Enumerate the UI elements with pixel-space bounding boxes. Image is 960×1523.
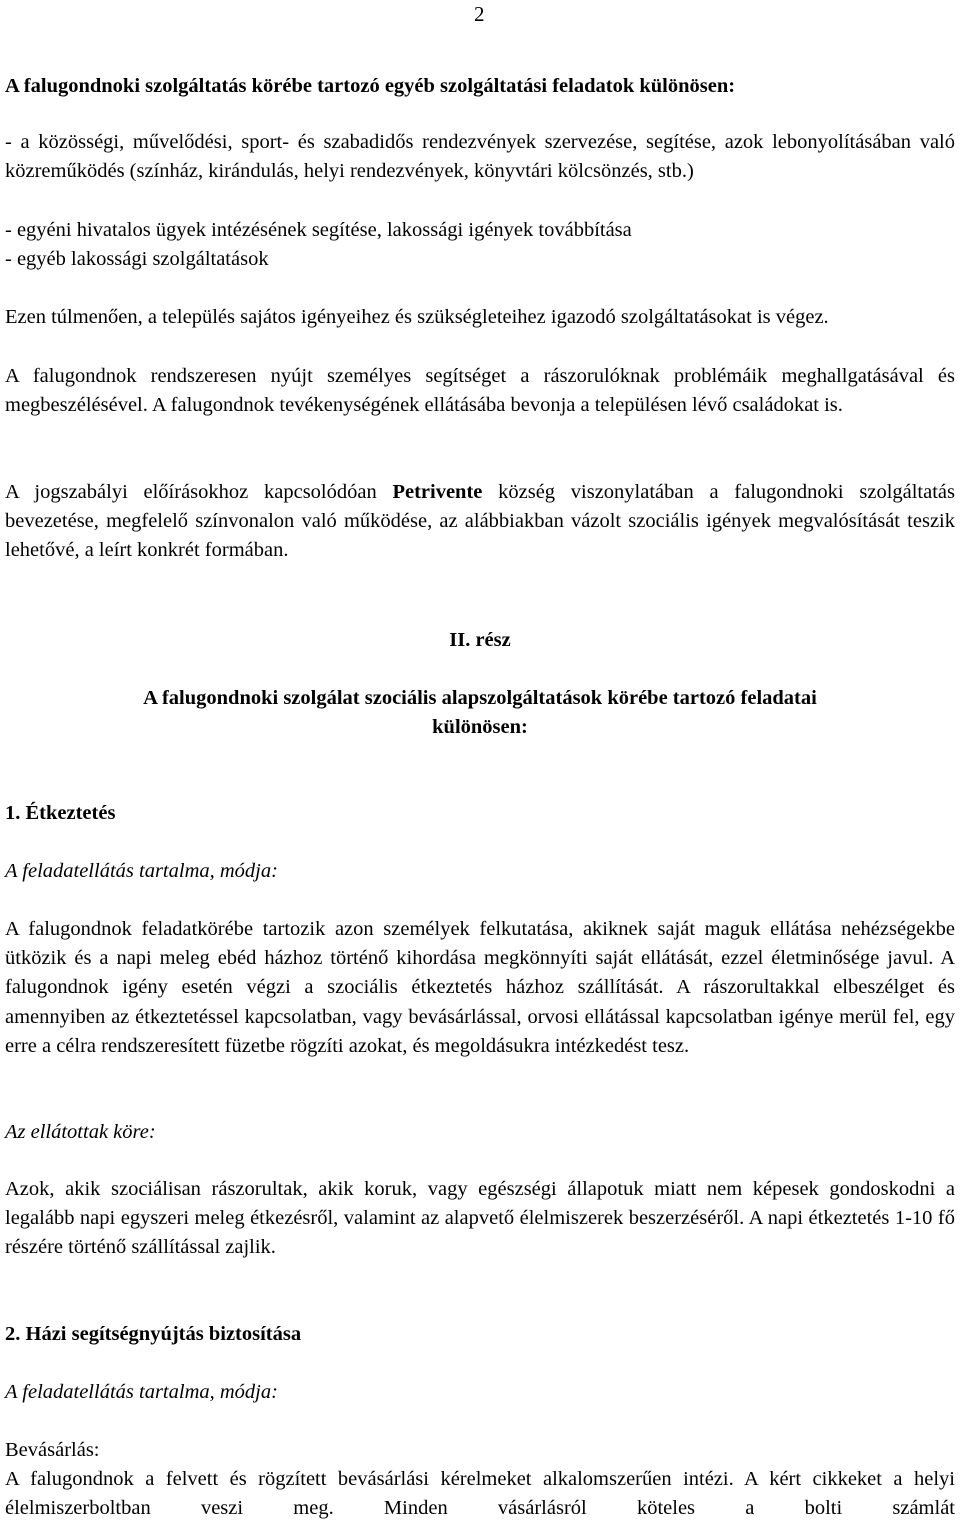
section-heading: 2. Házi segítségnyújtás biztosítása [5,1323,302,1345]
paragraph: A falugondnok rendszeresen nyújt személyes segítséget a rászorulóknak problémáik meghallgatásával és megbeszélésével. A falugondnok tevékenységének ellátásába bevonja a településen lévő családokat is. [5,365,955,417]
paragraph: A falugondnok a felvett és rögzített bevásárlási kérelmeket alkalomszerűen intézi. A kért cikkeket a helyi élelmiszerboltban veszi meg. Minden vásárlásról köteles a bolti számlát [5,1468,955,1520]
paragraph-text: község viszonylatában a falugondnoki szolgáltatás bevezetése, megfelelő színvonalon való működése, az alábbiakban vázolt szociális igények megvalósítását teszik lehetővé, a leírt konkrét formában. [5,481,955,562]
part-subtitle-line: különösen: [432,716,528,739]
subsection-label: Az ellátottak köre: [5,1121,156,1143]
paragraph: A falugondnok feladatkörébe tartozik azon személyek felkutatása, akiknek saját maguk ellátása nehézségekbe ütközik és a napi meleg ebéd házhoz történő kihordása megkönnyíti saját ellátását, ezzel életminősége javul. A falugondnok igény esetén végzi a szociális étkeztetés házhoz szállítását. A rászorultakkal elbeszélget és amennyiben az étkeztetéssel kapcsolatban, vagy bevásárlással, orvosi ellátással kapcsolatban igénye merül fel, egy erre a célra rendszeresített füzetbe rögzíti azokat, és megoldásukra intézkedést tesz. [5,918,955,1057]
list-item: - egyéb lakossági szolgáltatások [5,248,269,270]
subsection-label: Bevásárlás: [5,1439,100,1461]
village-name: Petrivente [392,481,483,503]
subsection-label: A feladatellátás tartalma, módja: [5,860,278,882]
paragraph-text: A jogszabályi előírásokhoz kapcsolódóan [5,481,393,503]
section-heading: 1. Étkeztetés [5,802,116,824]
paragraph: Ezen túlmenően, a település sajátos igényeihez és szükségleteihez igazodó szolgáltatásokat is végez. [5,306,829,328]
paragraph: Azok, akik szociálisan rászorultak, akik koruk, vagy egészségi állapotuk miatt nem képesek gondoskodni a legalább napi egyszeri meleg étkezésről, valamint az alapvető élelmiszerek beszerzéséről. A napi étkeztetés 1-10 fő részére történő szállítással zajlik. [5,1178,955,1259]
subsection-label: A feladatellátás tartalma, módja: [5,1381,278,1403]
list-item: - egyéni hivatalos ügyek intézésének segítése, lakossági igények továbbítása [5,219,632,241]
list-item: - a közösségi, művelődési, sport- és szabadidős rendezvények szervezése, segítése, azok lebonyolításában való közreműködés (színház, kirándulás, helyi rendezvények, könyvtári kölcsönzés, stb.) [5,131,955,183]
part-title: II. rész [449,629,511,651]
part-subtitle [5,684,955,742]
part-subtitle-line: A falugondnoki szolgálat szociális alapszolgáltatások körébe tartozó feladatai [143,687,817,709]
section-heading: A falugondnoki szolgáltatás körébe tartozó egyéb szolgáltatási feladatok különösen: [5,75,736,97]
paragraph-petrivente [5,478,955,566]
page-number: 2 [474,2,485,26]
